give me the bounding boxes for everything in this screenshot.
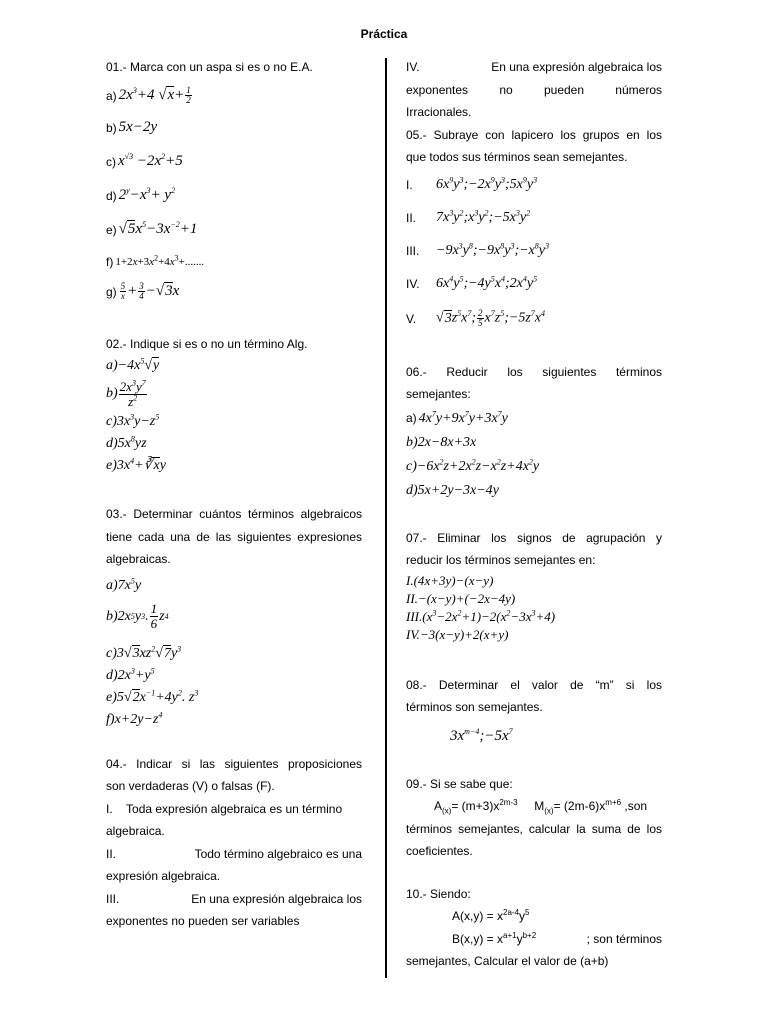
q7-item-3: $III.(x^3-2x^2+1)-2(x^2-3x^3+4)$ <box>406 608 556 624</box>
q1-header: 01.- Marca con un aspa si es o no E.A. <box>106 60 313 74</box>
q10-header: 10.- Siendo: <box>406 886 471 901</box>
q4-item-4-line3: Irracionales. <box>406 105 472 119</box>
q2-item-e: $e)3x^4+∛xy$ <box>106 456 166 473</box>
q2-header: 02.- Indique si es o no un término Alg. <box>106 336 308 351</box>
q1-item-c: c) $x^{√3} -2x^2+5$ <box>106 152 183 169</box>
q2-list <box>106 355 362 477</box>
page-title: Práctica <box>360 27 408 41</box>
q5-header-line2: que todos sus términos sean semejantes. <box>406 150 628 164</box>
q6-item-a: a) $4x^7y+9x^7y+3x^7y$ <box>406 408 508 426</box>
q3-item-e: $e)5√2x^{-1}+4y^2$. $z^3$ <box>106 687 199 705</box>
q6-item-d: d)5x+2y−3x−4y <box>406 482 499 498</box>
q4-item-3: III. En una expresión algebraica los <box>106 891 362 906</box>
q4-item-2: II. Todo término algebraico es una <box>106 846 362 861</box>
q2-item-b: b ) $\frac{2x^3y^7}{z^2}$ <box>106 378 146 409</box>
right-column <box>406 56 662 973</box>
q2-item-d: $d)5x^8yz$ <box>106 434 147 451</box>
q9-line2: términos semejantes, calcular la suma de los <box>406 821 662 836</box>
q6-item-b: b)2x−8x+3x <box>406 434 477 450</box>
q5-item-4: IV. $6x^4y^5;-4y^5x^4;2x^4y^5$ <box>406 274 538 291</box>
q1-item-f: f) $1+2x+3x^2+4x^3+$....... <box>106 252 205 269</box>
q6-header-line2: semejantes: <box>406 387 471 401</box>
q4-item-4-line2: exponentes no pueden números <box>406 82 662 97</box>
q6-list <box>406 406 662 503</box>
q4-header-line1: 04.- Indicar si las siguientes proposiciones <box>106 756 362 771</box>
q9-header: 09.- Si se sabe que: <box>406 776 513 791</box>
q9-line3: coeficientes. <box>406 844 473 858</box>
q4-item-1-line2: algebraica. <box>106 824 165 838</box>
q6-item-c: $c)-6x^2z+2x^2z-x^2z+4x^2y$ <box>406 456 540 474</box>
q5-header-line1: 05.- Subraye con lapicero los grupos en los <box>406 127 662 142</box>
q4-item-2-line2: expresión algebraica. <box>106 869 221 883</box>
q5-item-2: II. $7x^3y^2;x^3y^2;-5x^3y^2$ <box>406 208 531 225</box>
q7-item-2: II.−(x−y)+(−2x−4y) <box>406 590 516 606</box>
q10-b-line: $B(x,y) = x^{a+1}y^{b+2}$ ; son términos <box>452 930 662 946</box>
q10-last-line: semejantes, Calcular el valor de (a+b) <box>406 954 609 968</box>
q4-item-4: IV. En una expresión algebraica los <box>406 60 662 74</box>
q1-item-g: g) $\frac{5}{x}$ + $\frac{3}{4}$ −√3x <box>106 281 180 301</box>
q3-item-f: $f)x+2y-z^4$ <box>106 709 163 727</box>
left-column <box>106 56 362 933</box>
q3-item-a: $a)7x^5y$ <box>106 575 142 593</box>
q3-list <box>106 575 362 731</box>
q3-item-b: b )2 x 5 y 3 . $\frac{1}{6}$ z 4 <box>106 601 169 631</box>
q1-item-b: b) 5x−2y <box>106 119 158 135</box>
q9-line: $A_{(x)}= (m+3)x^{2m-3}$ $M_{(x)}= (2m-6)x^{m+6}$ ,son <box>434 798 648 816</box>
q3-header-line1: 03.- Determinar cuántos términos algebraicos <box>106 507 362 521</box>
q10-a-line: $A(x,y) = x^{2a-4}y^5$ <box>452 908 530 923</box>
q7-list <box>406 572 662 644</box>
q5-item-1: I. $6x^9y^3;-2x^9y^3;5x^9y^3$ <box>406 175 538 192</box>
q3-header-line2: tiene cada una de las siguientes expresiones <box>106 529 362 544</box>
q8-header-line2: términos son semejantes. <box>406 700 543 714</box>
column-divider <box>385 58 387 978</box>
q4-item-3-line2: exponentes no pueden ser variables <box>106 914 300 928</box>
q4-header-line2: son verdaderas (V) o falsas (F). <box>106 779 275 793</box>
q5-item-3: III. $-9x^3y^8;-9x^8y^3;-x^8y^3$ <box>406 241 549 258</box>
q1-item-d: d) $2^y-x^3+ y^2$ <box>106 186 176 203</box>
q3-item-c: $c)3√3xz^2√7y^3$ <box>106 643 182 661</box>
q7-header-line1: 07.- Eliminar los signos de agrupación y <box>406 530 662 545</box>
q8-header-line1: 08.- Determinar el valor de “m” si los <box>406 677 662 692</box>
q2-item-a: $a)-4x^5√y$ <box>106 356 160 373</box>
q1-item-e: e) $√5x^5-3x^{-2}+1$ <box>106 220 198 237</box>
q5-list <box>406 169 662 337</box>
q6-header-line1: 06.- Reducir los siguientes términos <box>406 364 662 379</box>
q7-header-line2: reducir los términos semejantes en: <box>406 553 596 567</box>
q4-item-1: I. Toda expresión algebraica es un término <box>106 801 343 816</box>
q5-item-5: V. $√3z^5x^7$; $\frac{2}{5}$ $x^7z^5;-5z^7x^4$ <box>406 308 545 328</box>
q2-item-c: $c)3x^3y-z^5$ <box>106 412 160 429</box>
q3-item-d: $d)2x^3+y^5$ <box>106 665 155 683</box>
q1-item-a: a) $2x^3+4$ √x+ $\frac{1}{2}$ <box>106 85 191 105</box>
q7-item-1: I.(4x+3y)−(x−y) <box>406 572 494 588</box>
q3-header-line3: algebraicas. <box>106 552 171 566</box>
q7-item-4: IV.−3(x−y)+2(x+y) <box>406 626 509 642</box>
q8-expr: $3x^{m-4};-5x^7$ <box>450 726 513 744</box>
